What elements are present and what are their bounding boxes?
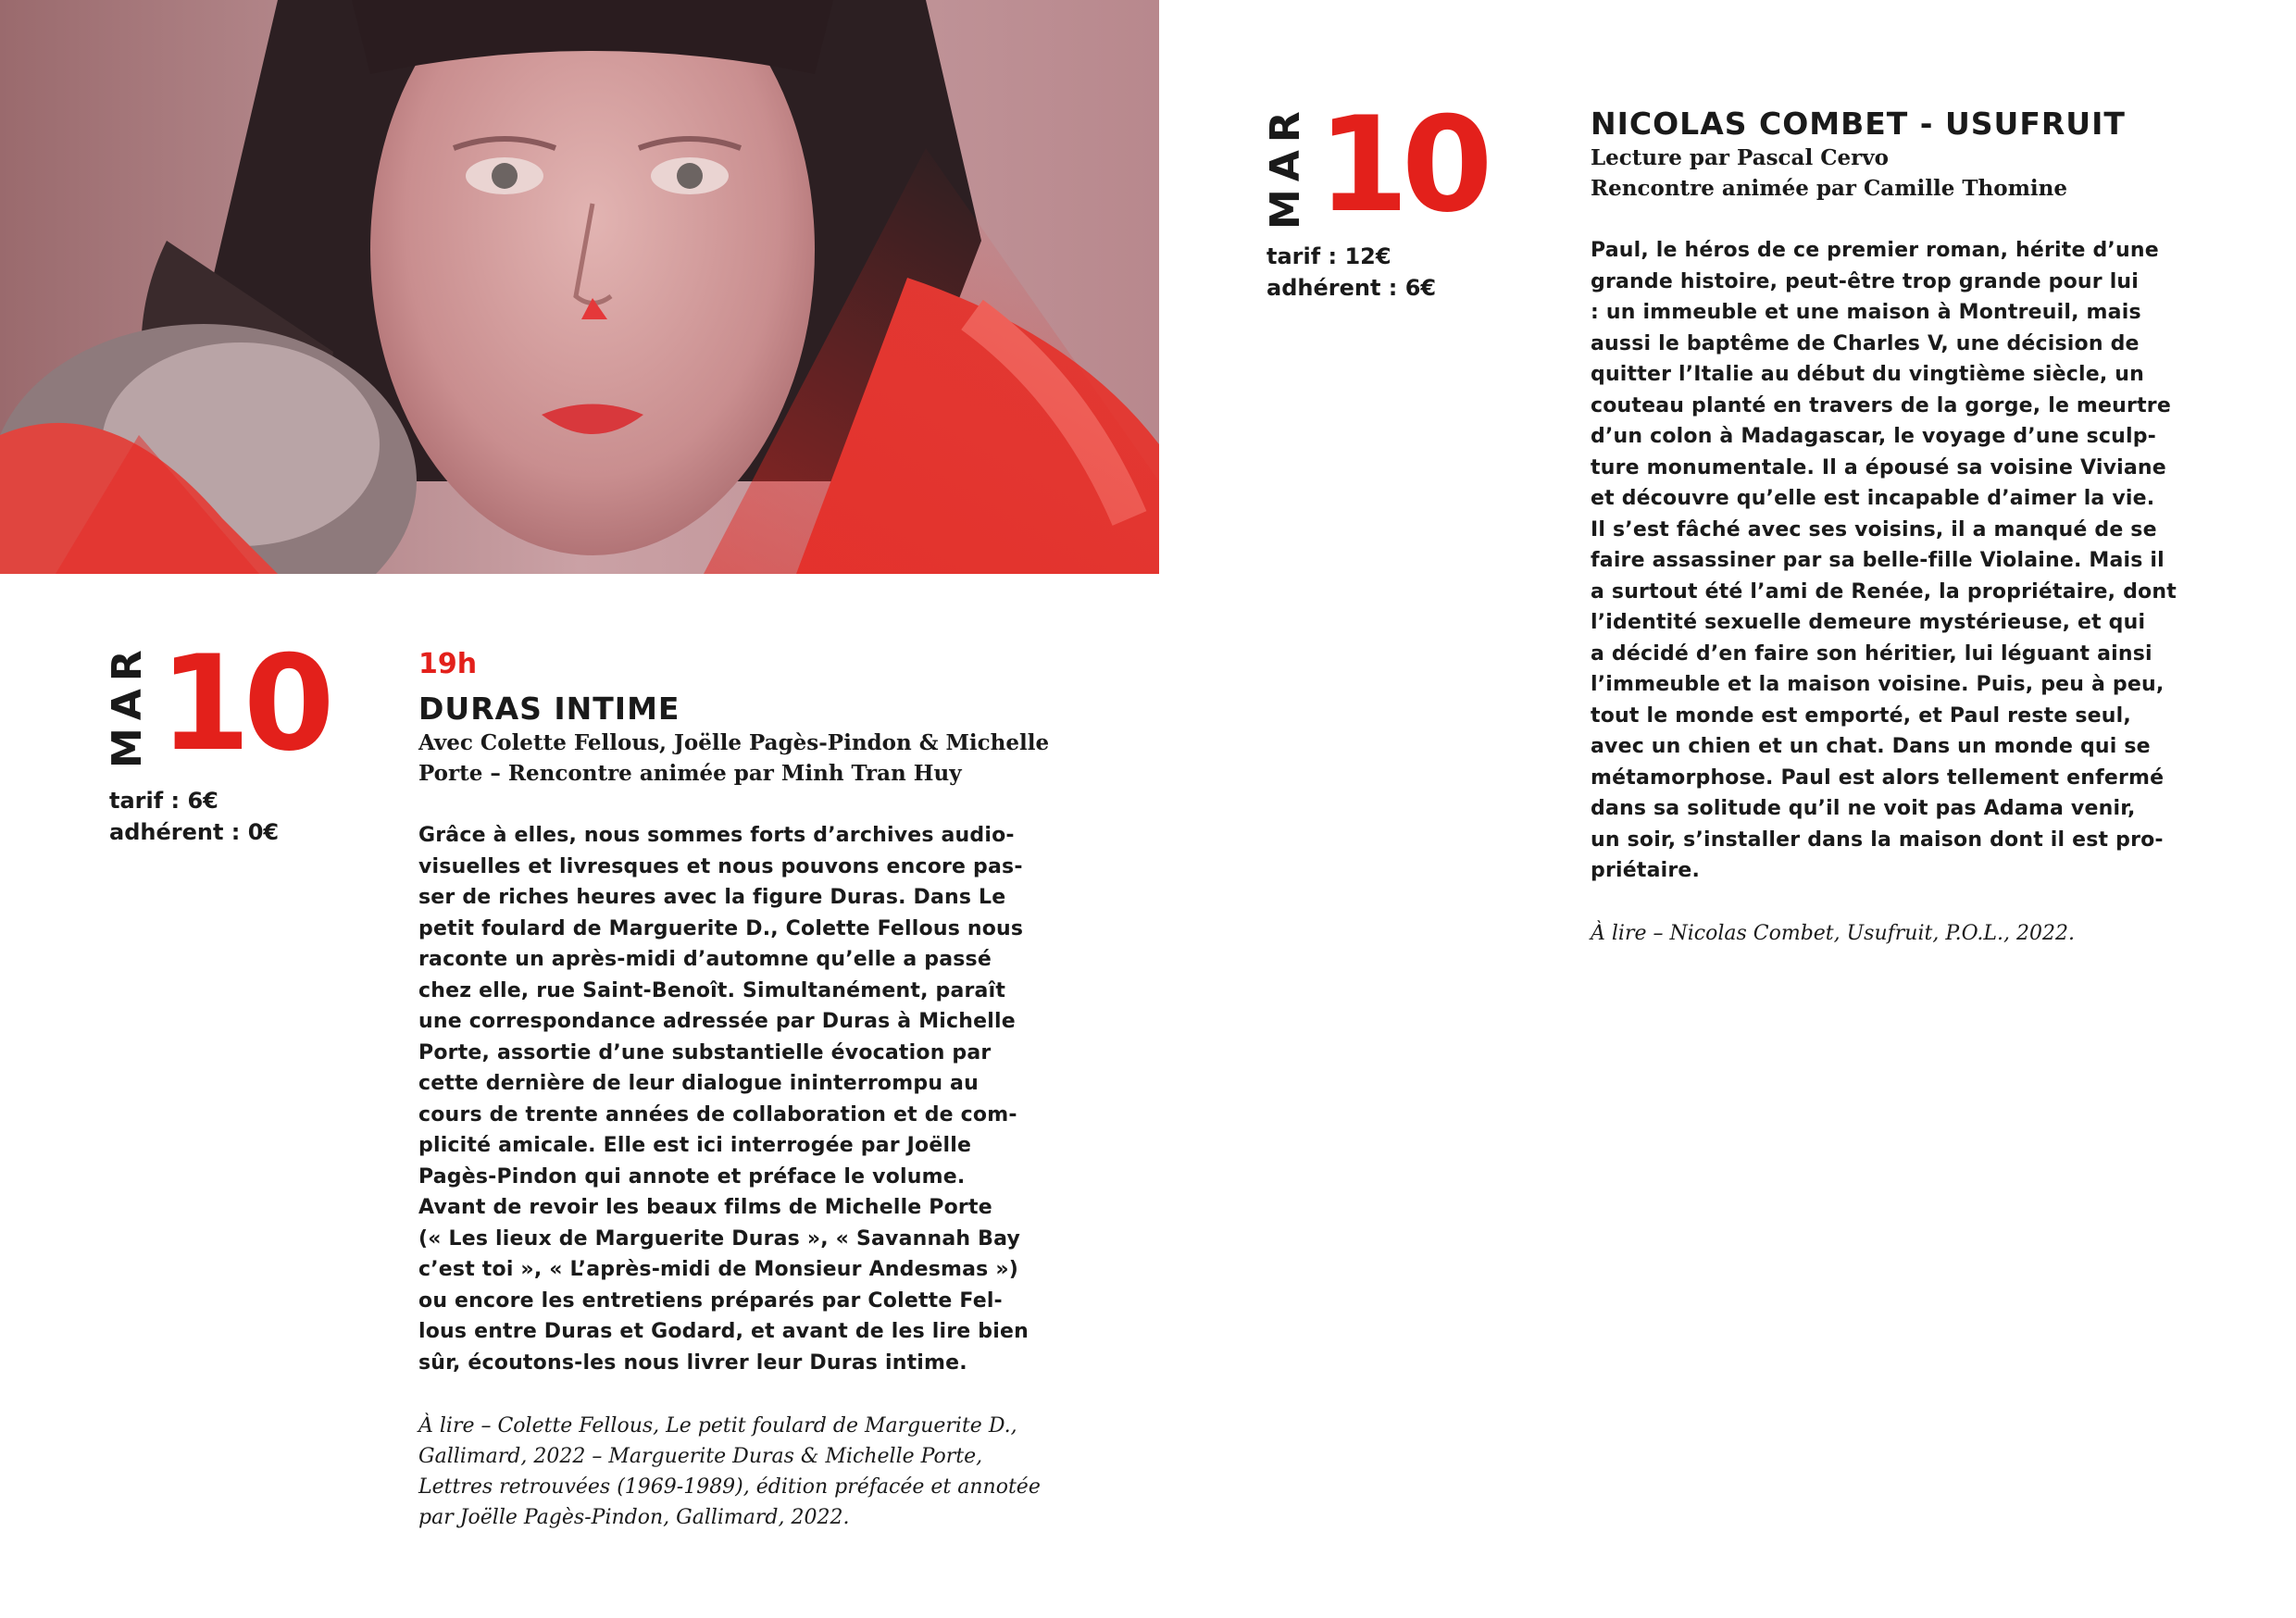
tarif-price: tarif : 12€ (1267, 243, 1391, 269)
adherent-price: adhérent : 6€ (1267, 275, 1437, 301)
description-line: raconte un après-midi d’automne qu’elle a passé (418, 948, 992, 971)
description-line: plicité amicale. Elle est ici interrogée par Joëlle (418, 1134, 972, 1157)
event-subtitle (1591, 143, 2239, 204)
description-line: petit foulard de Marguerite D., Colette Fellous nous (418, 916, 1024, 940)
description-line: et découvre qu’elle est incapable d’aimer la vie. (1591, 487, 2155, 510)
description-line: d’un colon à Madagascar, le voyage d’une sculp- (1591, 425, 2156, 448)
subtitle-line: Lecture par Pascal Cervo (1591, 145, 1889, 170)
event-description (418, 820, 1104, 1378)
description-line: chez elle, rue Saint-Benoît. Simultanément, paraît (418, 978, 1006, 1002)
description-line: a surtout été l’ami de Renée, la propriétaire, dont (1591, 579, 2177, 604)
description-line: avec un chien et un chat. Dans un monde qui se (1591, 735, 2151, 758)
description-line: c’est toi », « L’après-midi de Monsieur Andesmas ») (418, 1258, 1019, 1281)
description-line: dans sa solitude qu’il ne voit pas Adama venir, (1591, 797, 2136, 820)
description-line: priétaire. (1591, 859, 1701, 882)
note-line: Lettres retrouvées (1969-1989), édition préfacée et annotée (418, 1475, 1041, 1499)
description-line: couteau planté en travers de la gorge, le meurtre (1591, 393, 2171, 417)
day-number: 10 (1317, 89, 1486, 242)
subtitle-line: Rencontre animée par Camille Thomine (1591, 176, 2068, 201)
description-line: Paul, le héros de ce premier roman, hérite d’une (1591, 239, 2159, 262)
note-line: À lire – Colette Fellous, Le petit foulard de Marguerite D., (418, 1414, 1017, 1438)
description-line: ture monumentale. Il a épousé sa voisine Viviane (1591, 455, 2166, 479)
description-line: : un immeuble et une maison à Montreuil, mais (1591, 301, 2141, 324)
description-line: Pagès-Pindon qui annote et préface le volume. (418, 1164, 966, 1189)
reading-note (418, 1411, 1085, 1533)
event-description (1591, 235, 2276, 887)
reading-note (1591, 918, 2257, 949)
note-line: par Joëlle Pagès-Pindon, Gallimard, 2022. (418, 1506, 850, 1529)
description-line: cours de trente années de collaboration et de com- (418, 1102, 1017, 1126)
portrait-photo (0, 0, 1159, 574)
tarif-price: tarif : 6€ (109, 788, 218, 814)
description-line: Grâce à elles, nous sommes forts d’archives audio- (418, 824, 1015, 847)
description-line: une correspondance adressée par Duras à Michelle (418, 1010, 1016, 1033)
day-of-week-label: MAR (104, 642, 151, 768)
event-title: DURAS INTIME (418, 691, 680, 727)
date-block-right (1262, 89, 1503, 242)
description-line: grande histoire, peut-être trop grande pour lui (1591, 269, 2140, 293)
description-line: Avant de revoir les beaux films de Michelle Porte (418, 1196, 992, 1219)
date-block-left (104, 628, 344, 780)
description-line: Porte, assortie d’une substantielle évocation par (418, 1040, 992, 1064)
note-line: À lire – Nicolas Combet, Usufruit, P.O.L., 2022. (1591, 922, 2075, 945)
portrait-icon (0, 0, 1159, 574)
price-list-left (109, 785, 279, 848)
description-line: quitter l’Italie au début du vingtième siècle, un (1591, 363, 2144, 386)
description-line: aussi le baptême de Charles V, une décision de (1591, 331, 2140, 355)
price-list-right (1267, 241, 1436, 304)
description-line: tout le monde est emporté, et Paul reste seul, (1591, 703, 2131, 728)
description-line: ser de riches heures avec la figure Duras. Dans Le (418, 886, 1006, 909)
description-line: visuelles et livresques et nous pouvons encore pas- (418, 854, 1023, 878)
description-line: un soir, s’installer dans la maison dont il est pro- (1591, 828, 2164, 852)
day-of-week-label: MAR (1262, 104, 1309, 230)
event-time: 19h (418, 648, 478, 680)
description-line: sûr, écoutons-les nous livrer leur Duras intime. (418, 1350, 967, 1375)
subtitle-line: Porte – Rencontre animée par Minh Tran Huy (418, 761, 962, 786)
adherent-price: adhérent : 0€ (109, 819, 280, 845)
description-line: l’identité sexuelle demeure mystérieuse, et qui (1591, 611, 2146, 634)
description-line: a décidé d’en faire son héritier, lui léguant ainsi (1591, 641, 2152, 666)
day-number: 10 (159, 628, 328, 780)
description-line: métamorphose. Paul est alors tellement enfermé (1591, 765, 2165, 790)
description-line: Il s’est fâché avec ses voisins, il a manqué de se (1591, 517, 2157, 541)
note-line: Gallimard, 2022 – Marguerite Duras & Michelle Porte, (418, 1445, 983, 1468)
description-line: ou encore les entretiens préparés par Colette Fel- (418, 1288, 1003, 1313)
description-line: faire assassiner par sa belle-fille Violaine. Mais il (1591, 549, 2165, 572)
subtitle-line: Avec Colette Fellous, Joëlle Pagès-Pindon & Michelle (418, 730, 1050, 755)
event-subtitle (418, 728, 1067, 789)
description-line: l’immeuble et la maison voisine. Puis, peu à peu, (1591, 673, 2165, 696)
description-line: (« Les lieux de Marguerite Duras », « Savannah Bay (418, 1226, 1020, 1251)
event-title: NICOLAS COMBET - USUFRUIT (1591, 106, 2126, 142)
description-line: cette dernière de leur dialogue ininterrompu au (418, 1072, 979, 1095)
description-line: lous entre Duras et Godard, et avant de les lire bien (418, 1320, 1029, 1343)
